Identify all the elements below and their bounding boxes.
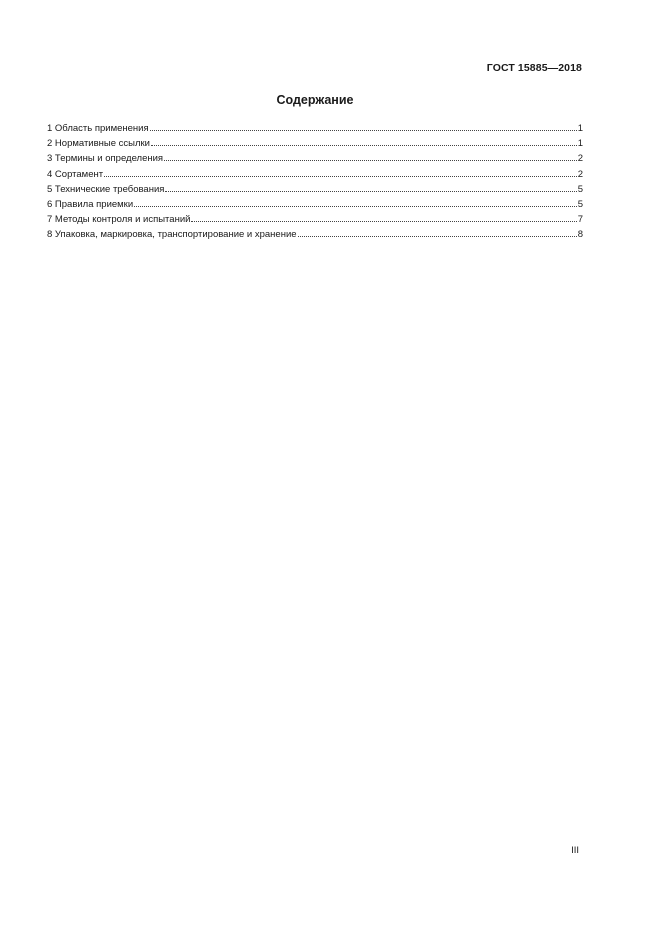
toc-entry-label: 3 Термины и определения <box>47 153 164 165</box>
toc-entry-label: 5 Технические требования <box>47 183 165 195</box>
toc-entry-label: 8 Упаковка, маркировка, транспортирование и хранение <box>47 229 297 241</box>
toc-entry[interactable] <box>47 151 583 166</box>
toc-entry[interactable] <box>47 136 583 151</box>
toc-leader-dots <box>104 176 577 177</box>
toc-entry[interactable] <box>47 121 583 136</box>
toc-entry[interactable] <box>47 167 583 182</box>
page-number: III <box>571 845 579 856</box>
document-code-header: ГОСТ 15885—2018 <box>486 62 582 74</box>
toc-leader-dots <box>191 221 576 222</box>
toc-entry-label: 2 Нормативные ссылки <box>47 138 150 150</box>
toc-entry-label: 4 Сортамент <box>47 168 104 180</box>
toc-entry-page: 2 <box>577 168 583 180</box>
toc-entry-label: 1 Область применения <box>47 123 149 134</box>
toc-entry[interactable] <box>47 212 583 227</box>
toc-entry-page: 5 <box>577 198 583 210</box>
toc-leader-dots <box>298 236 577 237</box>
toc-entry-page: 8 <box>577 229 583 241</box>
toc-leader-dots <box>151 145 577 146</box>
table-of-contents <box>47 121 583 243</box>
toc-entry[interactable] <box>47 197 583 212</box>
toc-entry-label: 6 Правила приемки <box>47 198 134 210</box>
toc-entry-page: 2 <box>577 153 583 165</box>
toc-entry-label: 7 Методы контроля и испытаний <box>47 214 191 226</box>
toc-title: Содержание <box>276 93 354 107</box>
toc-entry[interactable] <box>47 227 583 242</box>
toc-entry-page: 7 <box>577 214 583 226</box>
toc-leader-dots <box>164 160 577 161</box>
toc-entry-page: 1 <box>577 138 583 150</box>
toc-entry-page: 5 <box>577 183 583 195</box>
toc-entry[interactable] <box>47 182 583 197</box>
toc-leader-dots <box>165 191 576 192</box>
toc-leader-dots <box>134 206 577 207</box>
toc-entry-page: 1 <box>577 123 583 134</box>
toc-leader-dots <box>150 130 577 131</box>
